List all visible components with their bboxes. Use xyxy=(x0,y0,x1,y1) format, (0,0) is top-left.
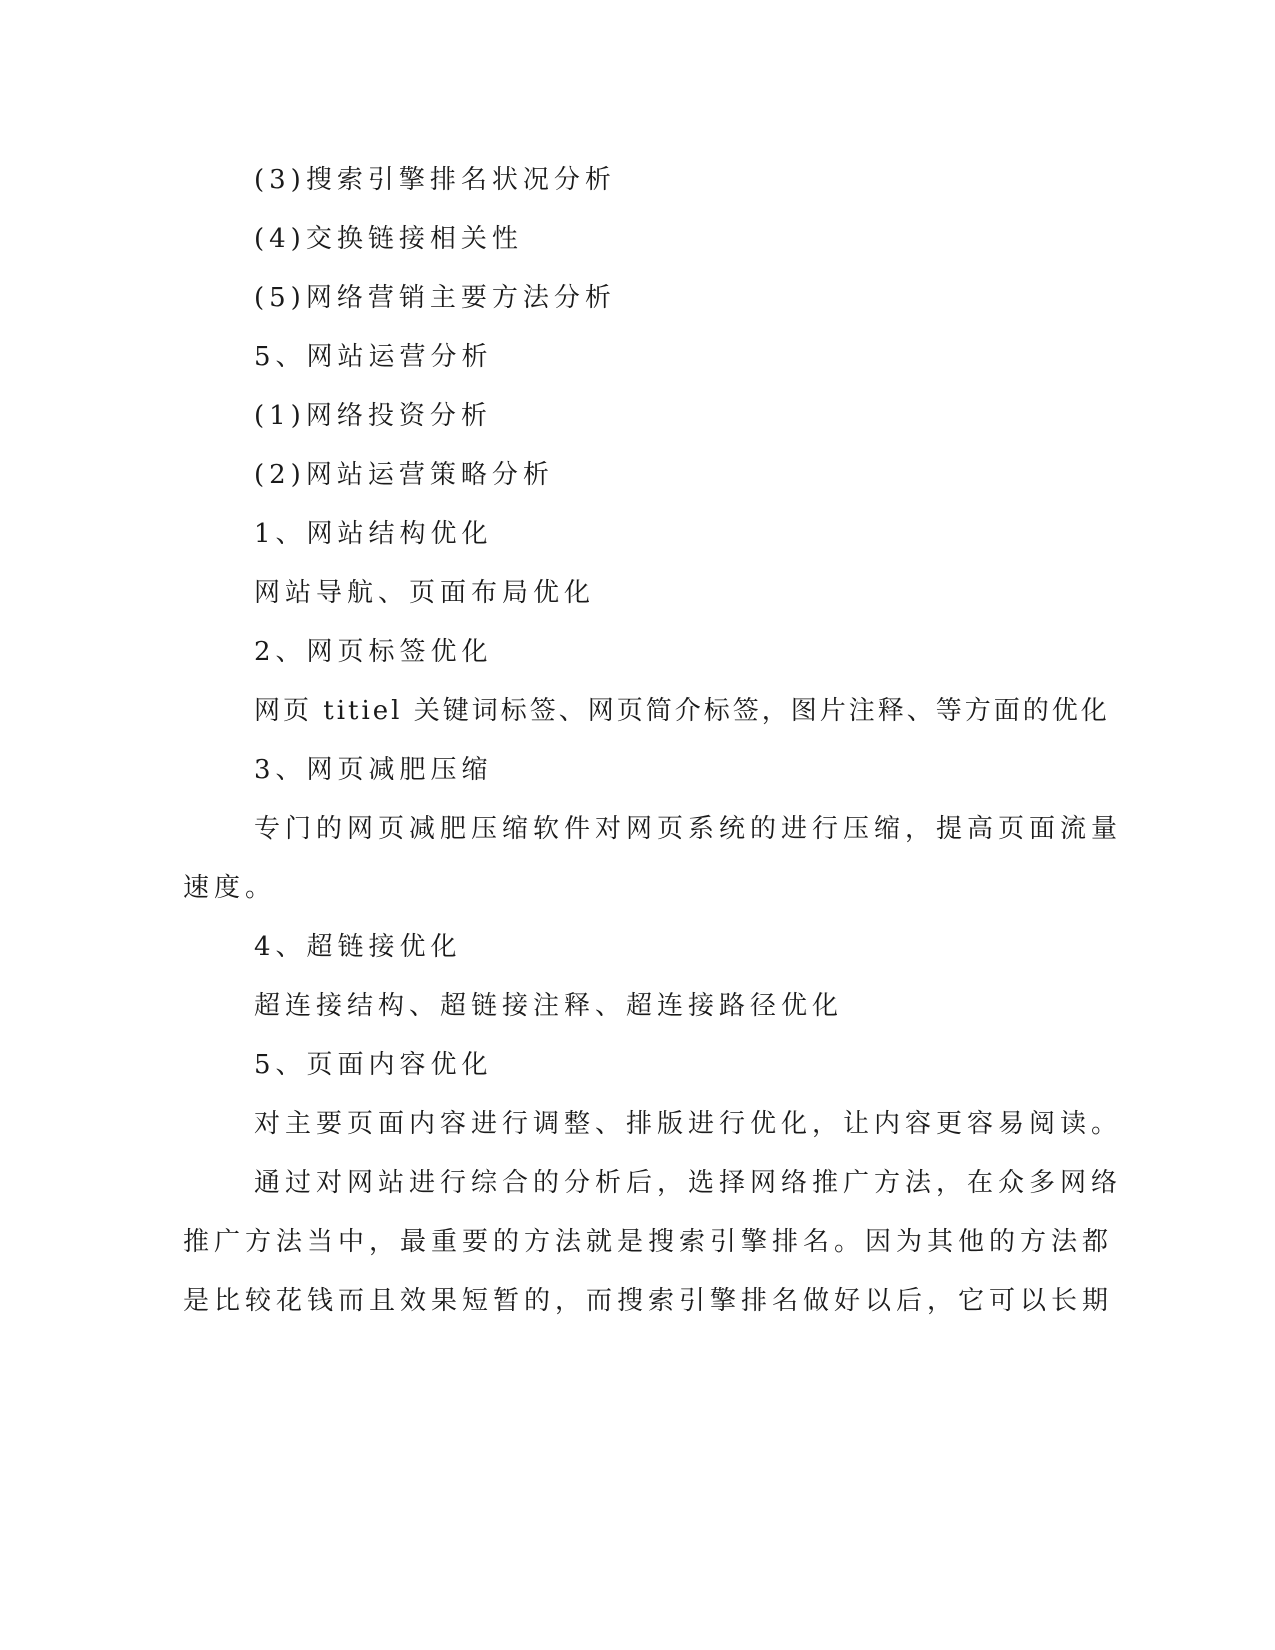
paragraph-tags: 网页 titiel 关键词标签、网页简介标签，图片注释、等方面的优化 xyxy=(254,696,1110,726)
list-item-link-exchange: (4)交换链接相关性 xyxy=(254,224,523,254)
section-heading-hyperlinks: 4、超链接优化 xyxy=(254,932,462,962)
section-heading-structure: 1、网站结构优化 xyxy=(254,519,493,549)
list-item-investment: (1)网络投资分析 xyxy=(254,401,492,431)
list-item-search-ranking: (3)搜索引擎排名状况分析 xyxy=(254,165,616,195)
paragraph-compression-cont: 速度。 xyxy=(183,873,277,903)
paragraph-hyperlinks: 超连接结构、超链接注释、超连接路径优化 xyxy=(254,991,844,1021)
paragraph-content: 对主要页面内容进行调整、排版进行优化，让内容更容易阅读。 xyxy=(254,1109,1123,1139)
section-heading-content: 5、页面内容优化 xyxy=(254,1050,493,1080)
paragraph-structure: 网站导航、页面布局优化 xyxy=(254,578,596,608)
list-item-marketing-methods: (5)网络营销主要方法分析 xyxy=(254,283,616,313)
section-heading-compression: 3、网页减肥压缩 xyxy=(254,755,493,785)
section-heading-tags: 2、网页标签优化 xyxy=(254,637,493,667)
paragraph-summary-line-1: 通过对网站进行综合的分析后，选择网络推广方法，在众多网络 xyxy=(254,1168,1123,1198)
list-item-strategy: (2)网站运营策略分析 xyxy=(254,460,554,490)
paragraph-summary-line-2: 推广方法当中，最重要的方法就是搜索引擎排名。因为其他的方法都 xyxy=(183,1227,1114,1257)
paragraph-compression: 专门的网页减肥压缩软件对网页系统的进行压缩，提高页面流量 xyxy=(254,814,1123,844)
paragraph-summary-line-3: 是比较花钱而且效果短暂的，而搜索引擎排名做好以后，它可以长期 xyxy=(183,1286,1114,1316)
section-heading-operations: 5、网站运营分析 xyxy=(254,342,493,372)
